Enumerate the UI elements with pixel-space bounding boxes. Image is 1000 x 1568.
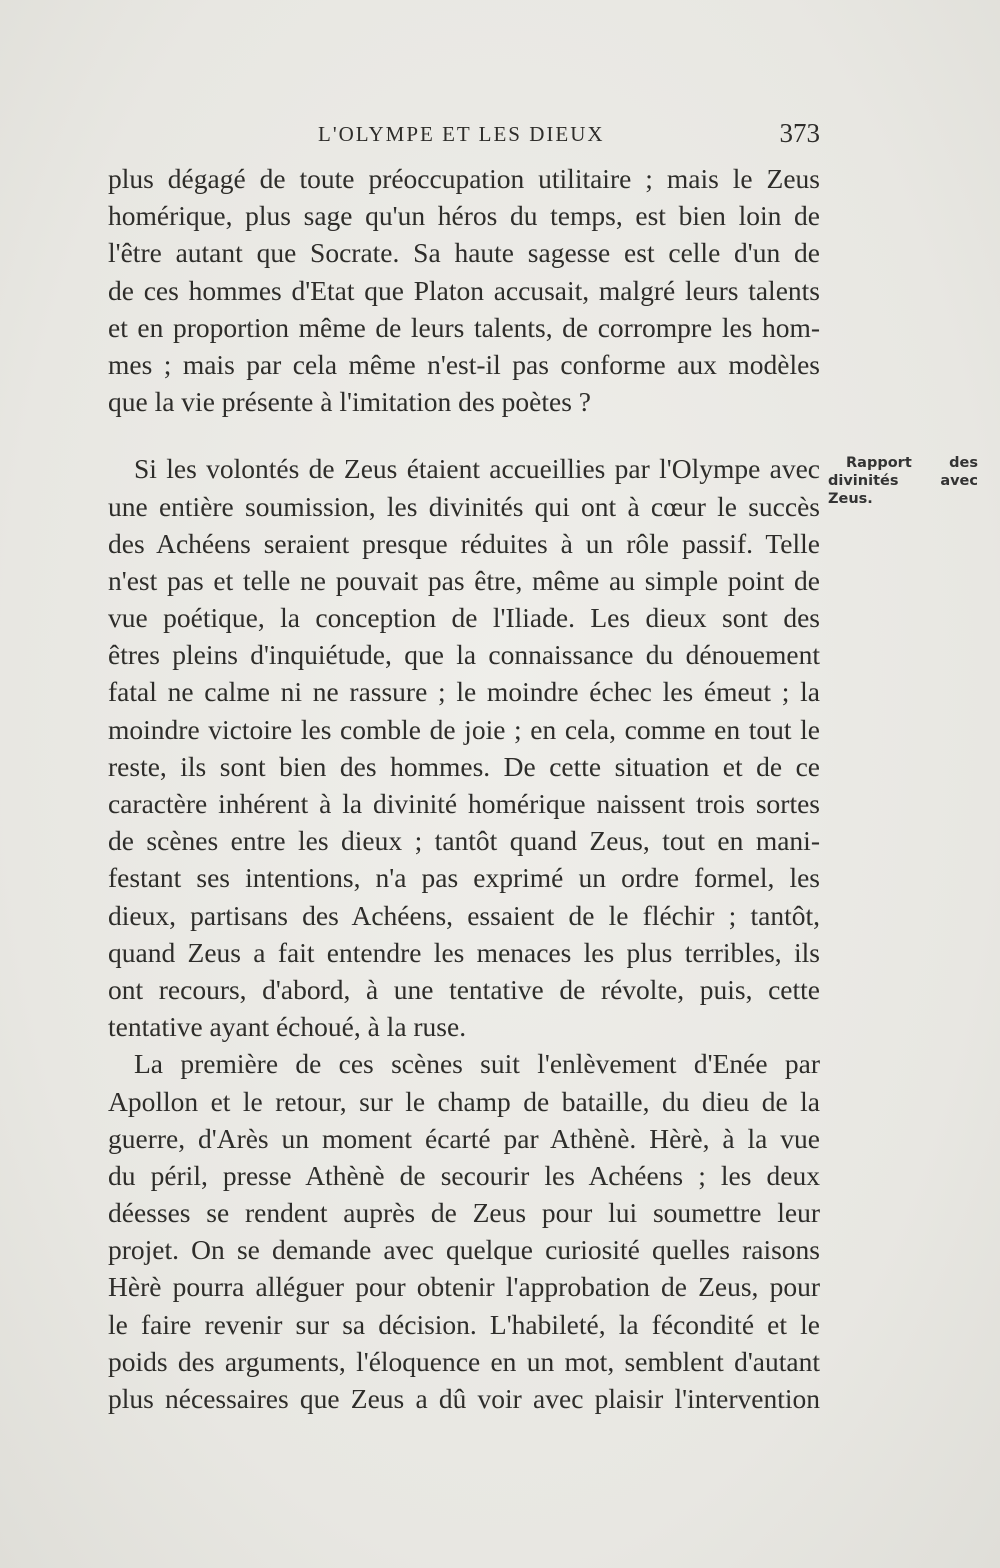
- text-line: dieux, partisans des Achéens, essaient de le fléchir ; tantôt,: [108, 899, 820, 931]
- text-line: du péril, presse Athènè de secourir les Achéens ; les deux: [108, 1159, 820, 1191]
- margin-note: [828, 454, 978, 508]
- text-line: Hèrè pourra alléguer pour obtenir l'approbation de Zeus, pour: [108, 1271, 820, 1303]
- text-line: Si les volontés de Zeus étaient accueillies par l'Olympe avec: [134, 453, 820, 485]
- paragraph-3: [108, 1045, 820, 1417]
- text-line: homérique, plus sage qu'un héros du temps, est bien loin de: [108, 200, 820, 232]
- paragraph-1: [108, 160, 820, 420]
- running-head: [108, 118, 820, 158]
- text-line: une entière soumission, les divinités qui ont à cœur le succès: [108, 490, 820, 522]
- text-line: des Achéens seraient presque réduites à un rôle passif. Telle: [108, 527, 820, 559]
- text-line: et en proportion même de leurs talents, de corrompre les hom-: [108, 311, 820, 343]
- text-line: vue poétique, la conception de l'Iliade. Les dieux sont des: [108, 602, 820, 634]
- text-line: êtres pleins d'inquiétude, que la connaissance du dénouement: [108, 639, 820, 671]
- text-line: reste, ils sont bien des hommes. De cette situation et de ce: [108, 750, 820, 782]
- paragraph-2: [108, 450, 820, 1045]
- text-line: de ces hommes d'Etat que Platon accusait, malgré leurs talents: [108, 274, 820, 306]
- margin-note-line: Zeus.: [828, 491, 873, 507]
- text-line: caractère inhérent à la divinité homérique naissent trois sortes: [108, 788, 820, 819]
- text-line: projet. On se demande avec quelque curiosité quelles raisons: [108, 1234, 820, 1266]
- body-text: [108, 160, 820, 1417]
- margin-note-line: Rapport des: [846, 455, 978, 471]
- text-line: plus nécessaires que Zeus a dû voir avec plaisir l'intervention: [108, 1383, 820, 1414]
- text-line: déesses se rendent auprès de Zeus pour lui soumettre leur: [108, 1197, 820, 1229]
- text-line: poids des arguments, l'éloquence en un mot, semblent d'autant: [108, 1345, 820, 1377]
- text-line: moindre victoire les comble de joie ; en cela, comme en tout le: [108, 713, 820, 745]
- text-line: fatal ne calme ni ne rassure ; le moindre échec les émeut ; la: [108, 676, 820, 708]
- text-line: de scènes entre les dieux ; tantôt quand Zeus, tout en mani-: [108, 825, 820, 857]
- text-line: ont recours, d'abord, à une tentative de révolte, puis, cette: [108, 973, 820, 1005]
- text-line: mes ; mais par cela même n'est-il pas conforme aux modèles: [108, 348, 820, 380]
- text-line: La première de ces scènes suit l'enlèvement d'Enée par: [134, 1048, 820, 1080]
- text-line: tentative ayant échoué, à la ruse.: [108, 1011, 467, 1043]
- text-line: quand Zeus a fait entendre les menaces les plus terribles, ils: [108, 936, 820, 968]
- text-line: n'est pas et telle ne pouvait pas être, même au simple point de: [108, 564, 820, 596]
- text-line: l'être autant que Socrate. Sa haute sagesse est celle d'un de: [108, 237, 820, 269]
- margin-note-line: divinités avec: [828, 473, 978, 489]
- text-line: Apollon et le retour, sur le champ de bataille, du dieu de la: [108, 1085, 820, 1117]
- page-number: 373: [779, 118, 820, 148]
- text-line: que la vie présente à l'imitation des poètes ?: [108, 386, 591, 418]
- text-line: guerre, d'Arès un moment écarté par Athènè. Hèrè, à la vue: [108, 1122, 820, 1154]
- running-head-title: L'OLYMPE ET LES DIEUX: [318, 122, 605, 146]
- text-line: plus dégagé de toute préoccupation utilitaire ; mais le Zeus: [108, 163, 820, 194]
- text-line: festant ses intentions, n'a pas exprimé un ordre formel, les: [108, 862, 820, 894]
- text-line: le faire revenir sur sa décision. L'habileté, la fécondité et le: [108, 1308, 820, 1340]
